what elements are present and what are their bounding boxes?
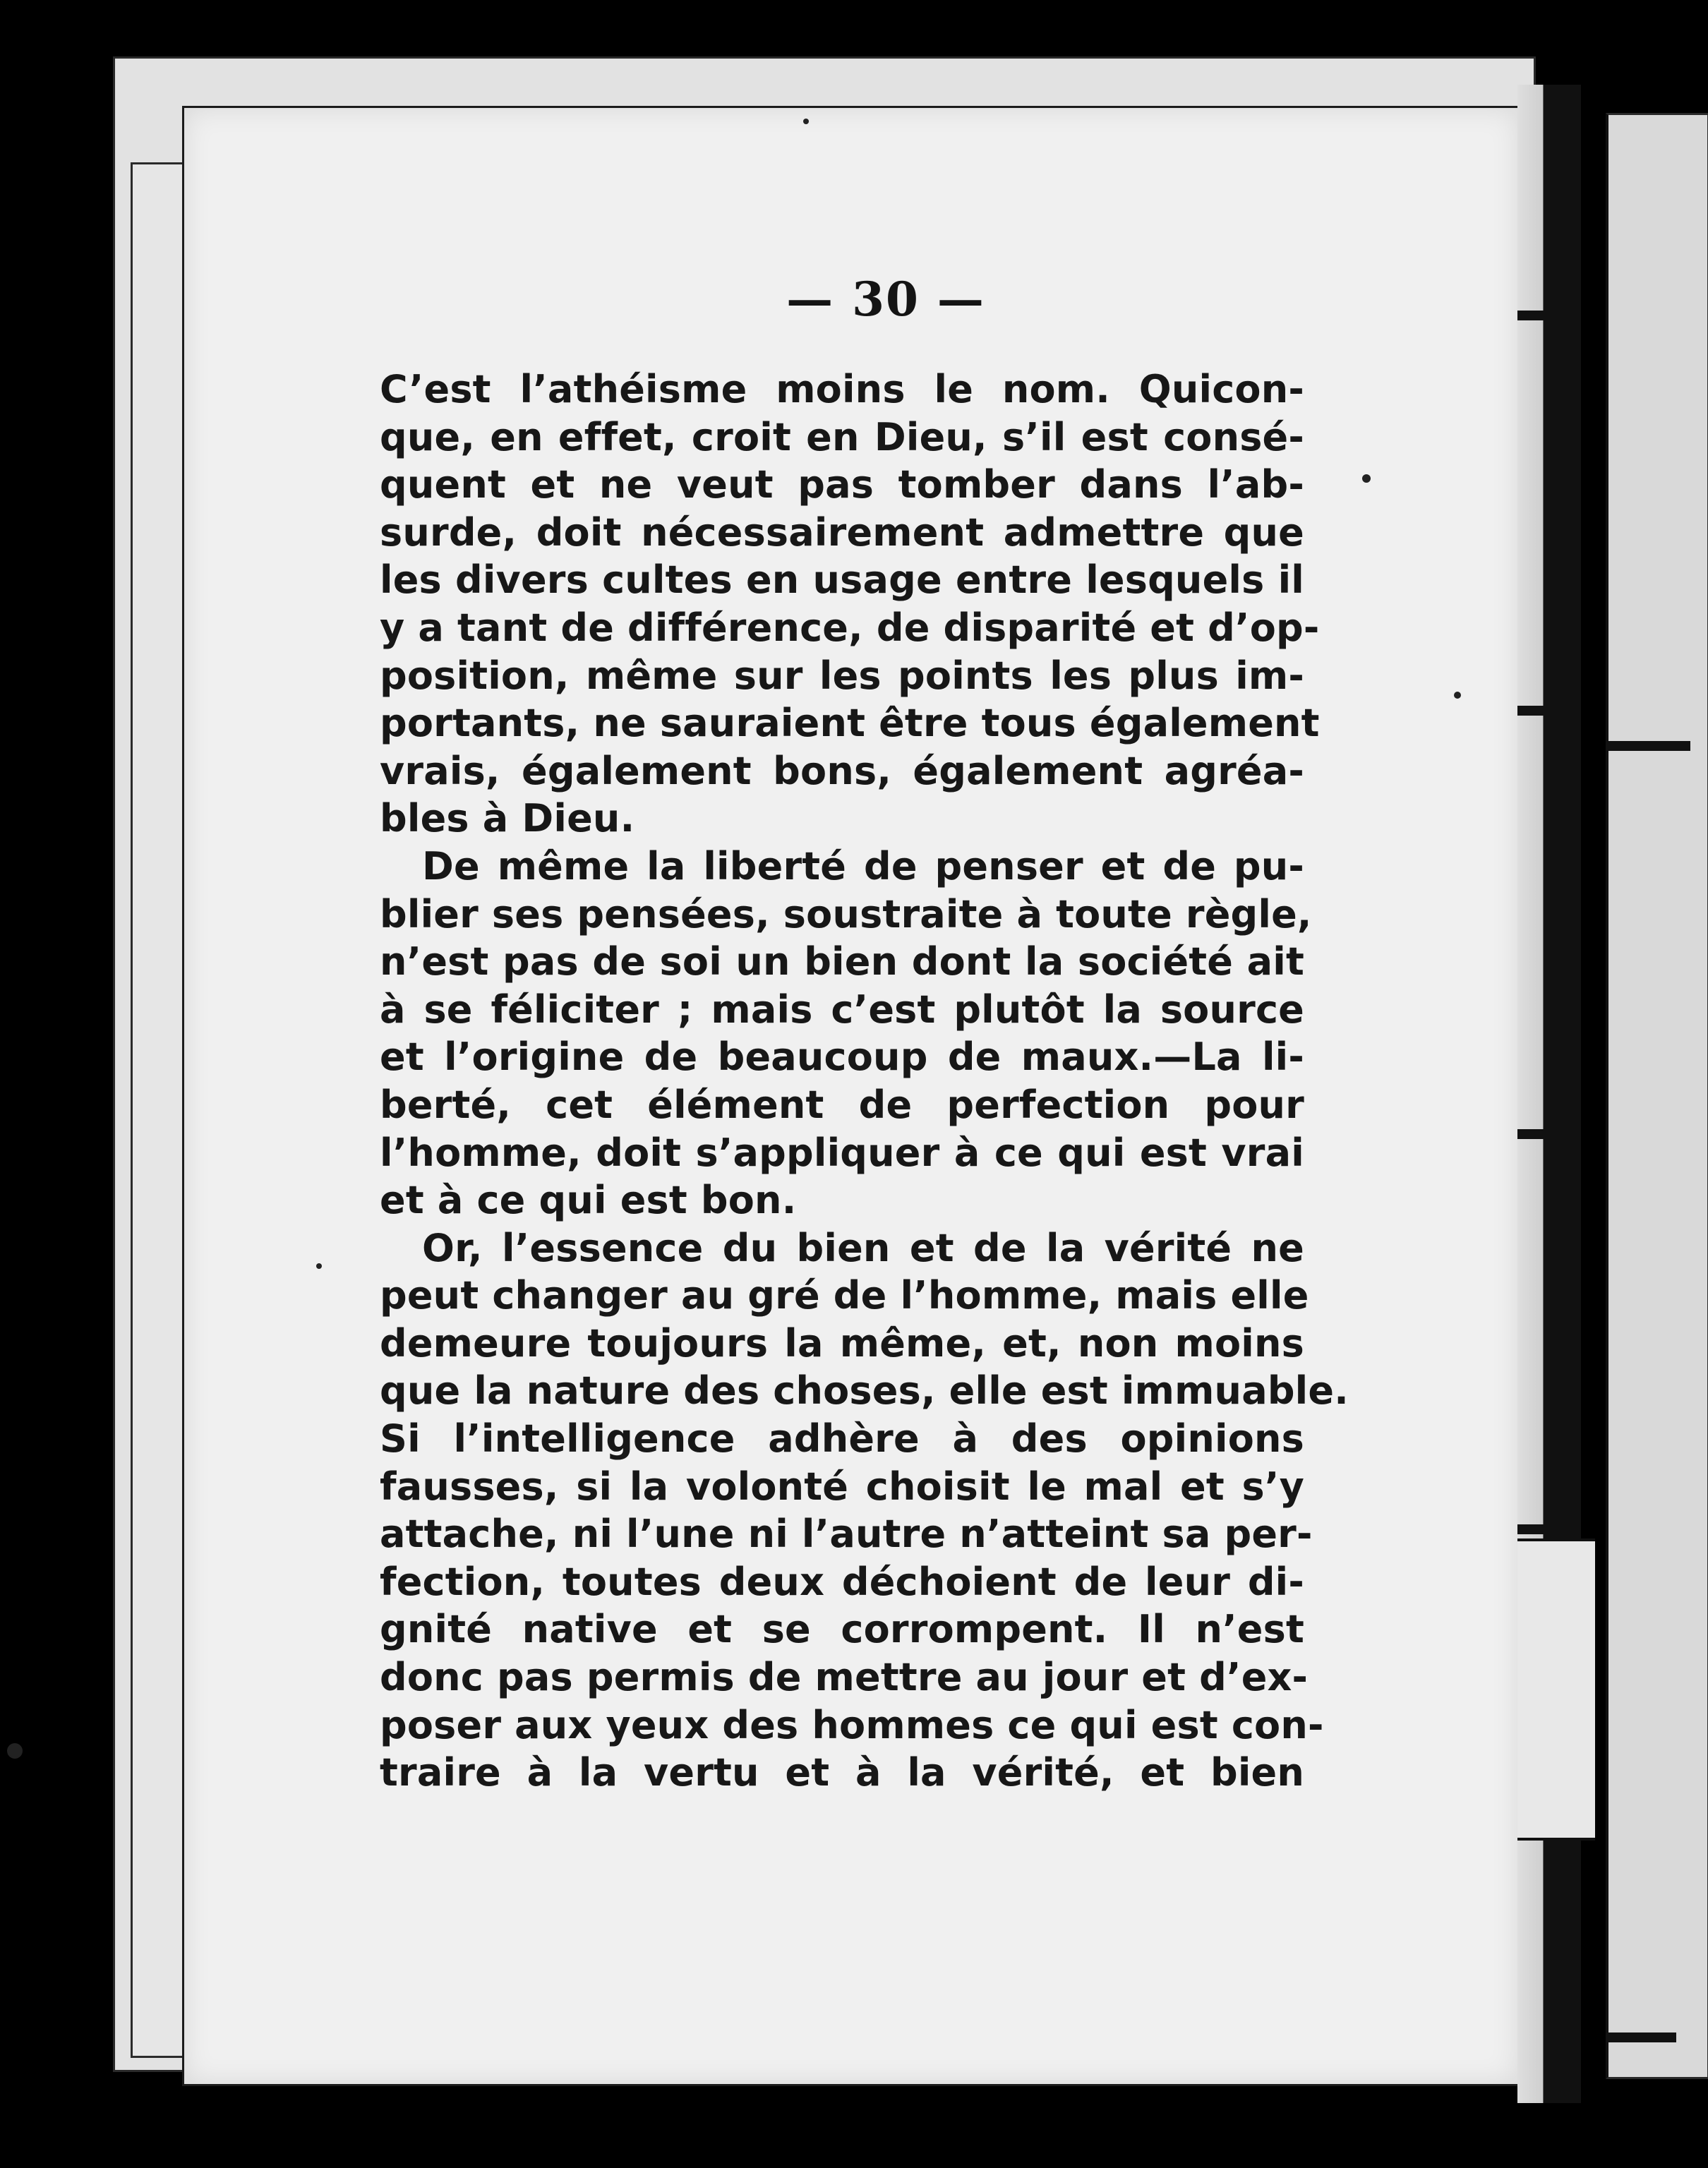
text-line: Si l’intelligence adhère à des opinions: [380, 1416, 1304, 1462]
body-text: [380, 366, 1349, 1797]
text-line: C’est l’athéisme moins le nom. Quicon-: [380, 367, 1304, 411]
text-line: demeure toujours la même, et, non moins: [380, 1320, 1304, 1366]
text-line: que, en effet, croit en Dieu, s’il est consé-: [380, 414, 1304, 459]
text-line: surde, doit nécessairement admettre que: [380, 510, 1304, 555]
text-line: à se féliciter ; mais c’est plutôt la source: [380, 987, 1304, 1032]
text-line: que la nature des choses, elle est immuable.: [380, 1368, 1349, 1414]
text-line: poser aux yeux des hommes ce qui est con-: [380, 1702, 1324, 1747]
binding-stitch: [1517, 1524, 1570, 1534]
text-line: l’homme, doit s’appliquer à ce qui est vrai: [380, 1130, 1304, 1175]
binding-stitch: [1606, 2032, 1676, 2042]
binding-stitch: [1606, 741, 1690, 751]
text-line: portants, ne sauraient être tous également: [380, 701, 1320, 746]
text-line: gnité native et se corrompent. Il n’est: [380, 1607, 1304, 1652]
binding-stitch: [1517, 1129, 1567, 1139]
text-line: les divers cultes en usage entre lesquels il: [380, 558, 1304, 603]
text-line: et l’origine de beaucoup de maux.—La li-: [380, 1035, 1304, 1080]
page-number: — 30 —: [786, 272, 985, 327]
text-line: blier ses pensées, soustraite à toute règle,: [380, 891, 1312, 937]
torn-binding-section: [1517, 1538, 1595, 1841]
text-line: vrais, également bons, également agréa-: [380, 748, 1304, 793]
text-line: position, même sur les points les plus im-: [380, 653, 1304, 698]
text-line: et à ce qui est bon.: [380, 1178, 797, 1223]
text-line: De même la liberté de penser et de pu-: [422, 843, 1304, 889]
binding-stitch: [1517, 706, 1574, 716]
text-line: y a tant de différence, de disparité et d’op-: [380, 605, 1320, 650]
text-line: attache, ni l’une ni l’autre n’atteint sa per-: [380, 1512, 1313, 1557]
text-line: Or, l’essence du bien et de la vérité ne: [422, 1225, 1304, 1270]
text-line: n’est pas de soi un bien dont la société ait: [380, 939, 1304, 984]
text-line: berté, cet élément de perfection pour: [380, 1082, 1304, 1127]
text-line: fection, toutes deux déchoient de leur di-: [380, 1559, 1304, 1604]
text-line: peut changer au gré de l’homme, mais elle: [380, 1273, 1309, 1318]
text-line: donc pas permis de mettre au jour et d’ex-: [380, 1655, 1309, 1700]
text-line: quent et ne veut pas tomber dans l’ab-: [380, 462, 1304, 507]
text-line: traire à la vertu et à la vérité, et bien: [380, 1750, 1304, 1795]
text-line: fausses, si la volonté choisit le mal et s’y: [380, 1464, 1304, 1509]
text-line: bles à Dieu.: [380, 796, 635, 841]
facing-page-edge: [1606, 113, 1708, 2079]
